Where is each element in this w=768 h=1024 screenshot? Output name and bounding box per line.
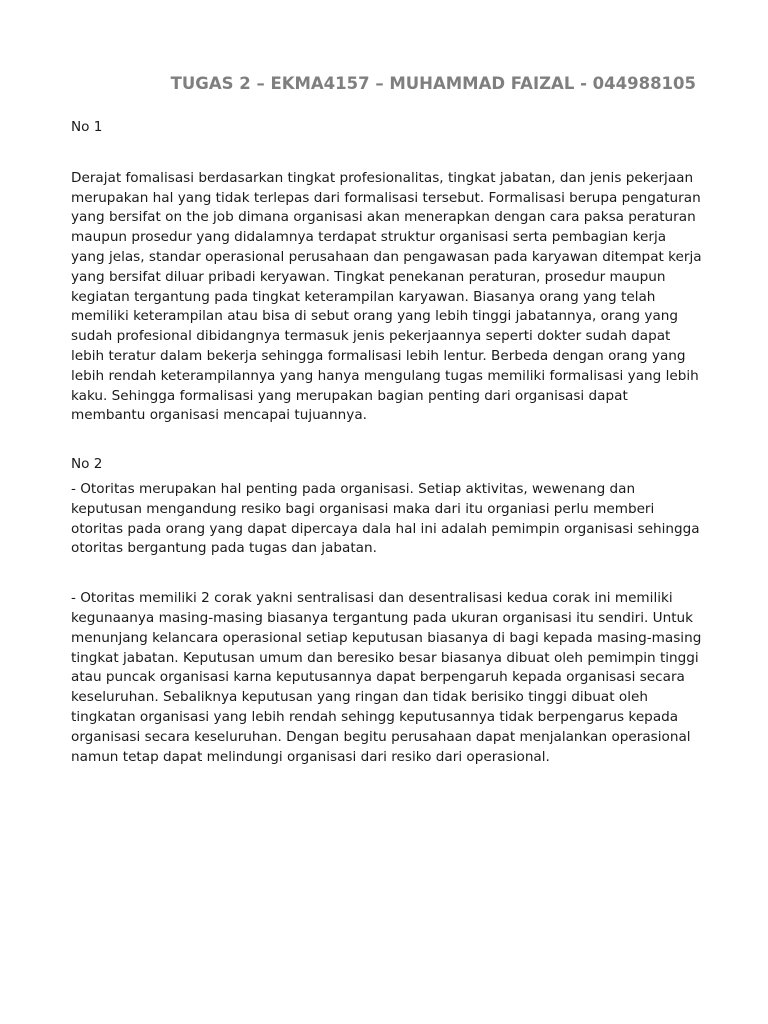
section-label: No 1 [71,119,103,135]
paragraph: - Otoritas memiliki 2 corak yakni sentralisasi dan desentralisasi kedua corak ini memiliki kegunaanya masing-masing biasanya tergantung pada ukuran organisasi itu sendiri. Untuk menunjang kelancara operasional setiap keputusan biasanya di bagi kepada masing-masing tingkat jabatan. Keputusan umum dan beresiko besar biasanya dibuat oleh pemimpin tinggi atau puncak organisasi karna keputusannya dapat berpengaruh kepada organisasi secara keseluruhan. Sebaliknya keputusan yang ringan dan tidak berisiko tinggi dibuat oleh tingkatan organisasi yang lebih rendah sehingg keputusannya tidak berpengarus kepada organisasi secara keseluruhan. Dengan begitu perusahaan dapat menjalankan operasional namun tetap dapat melindungi organisasi dari resiko dari operasional. [71,590,702,765]
document-body [71,118,703,767]
paragraph: - Otoritas merupakan hal penting pada organisasi. Setiap aktivitas, wewenang dan keputusan mengandung resiko bagi organisasi maka dari itu organiasi perlu memberi otoritas pada orang yang dapat dipercaya dala hal ini adalah pemimpin organisasi sehingga otoritas bergantung pada tugas dan jabatan. [71,480,700,557]
section-no-1 [71,118,703,426]
paragraph: Derajat fomalisasi berdasarkan tingkat profesionalitas, tingkat jabatan, dan jenis pekerjaan merupakan hal yang tidak terlepas dari formalisasi tersebut. Formalisasi berupa pengaturan yang bersifat on the job dimana organisasi akan menerapkan dengan cara paksa peraturan maupun prosedur yang didalamnya terdapat struktur organisasi serta pembagian kerja yang jelas, standar operasional perusahaan dan pengawasan pada karyawan ditempat kerja yang bersifat diluar pribadi keryawan. Tingkat penekanan peraturan, prosedur maupun kegiatan tergantung pada tingkat keterampilan karyawan. Biasanya orang yang telah memiliki keterampilan atau bisa di sebut orang yang lebih tinggi jabatannya, orang yang sudah profesional dibidangnya termasuk jenis pekerjaannya seperti dokter sudah dapat lebih teratur dalam bekerja sehingga formalisasi lebih lentur. Berbeda dengan orang yang lebih rendah keterampilannya yang hanya mengulang tugas memiliki formalisasi yang lebih kaku. Sehingga formalisasi yang merupakan bagian penting dari organisasi dapat membantu organisasi mencapai tujuannya. [71,169,702,424]
section-label: No 2 [71,456,103,473]
document-title: TUGAS 2 – EKMA4157 – MUHAMMAD FAIZAL - 044988105 [170,74,696,93]
section-no-2 [71,455,703,767]
